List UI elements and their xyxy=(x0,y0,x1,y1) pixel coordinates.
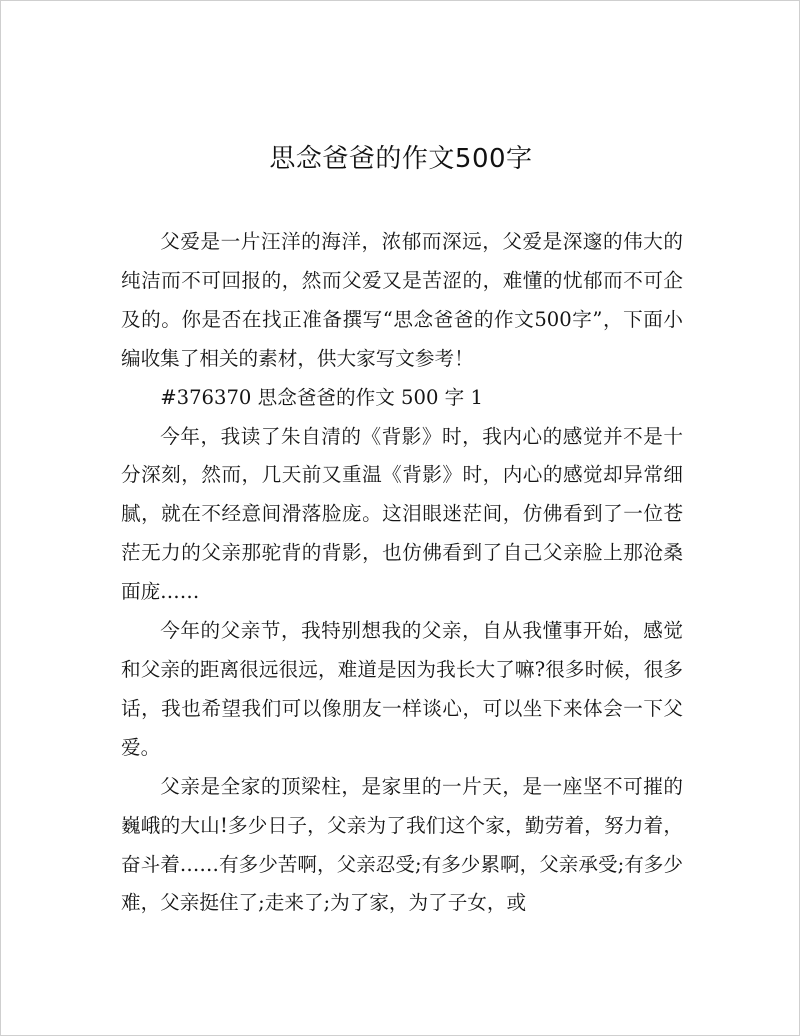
document-body xyxy=(121,223,683,923)
section-heading: #376370 思念爸爸的作文 500 字 1 xyxy=(160,385,483,409)
body-paragraph: 今年，我读了朱自清的《背影》时，我内心的感觉并不是十分深刻，然而，几天前又重温《背影》时，内心的感觉却异常细腻，就在不经意间滑落脸庞。这泪眼迷茫间，仿佛看到了一位苍茫无力的父亲那驼背的背影，也仿佛看到了自己父亲脸上那沧桑面庞…… xyxy=(121,424,683,604)
body-paragraph: 今年的父亲节，我特别想我的父亲，自从我懂事开始，感觉和父亲的距离很远很远，难道是因为我长大了嘛?很多时候，很多话，我也希望我们可以像朋友一样谈心，可以坐下来体会一下父爱。 xyxy=(121,619,683,759)
body-paragraph: 父亲是全家的顶梁柱，是家里的一片天，是一座坚不可摧的巍峨的大山!多少日子，父亲为了我们这个家，勤劳着，努力着，奋斗着……有多少苦啊，父亲忍受;有多少累啊，父亲承受;有多少难，父亲挺住了;走来了;为了家，为了子女，或 xyxy=(121,774,683,915)
document-title: 思念爸爸的作文500字 xyxy=(269,144,533,174)
intro-paragraph: 父爱是一片汪洋的海洋，浓郁而深远，父爱是深邃的伟大的纯洁而不可回报的，然而父爱又是苦涩的，难懂的忧郁而不可企及的。你是否在找正准备撰写“思念爸爸的作文500字”，下面小编收集了相关的素材，供大家写文参考！ xyxy=(121,230,683,370)
